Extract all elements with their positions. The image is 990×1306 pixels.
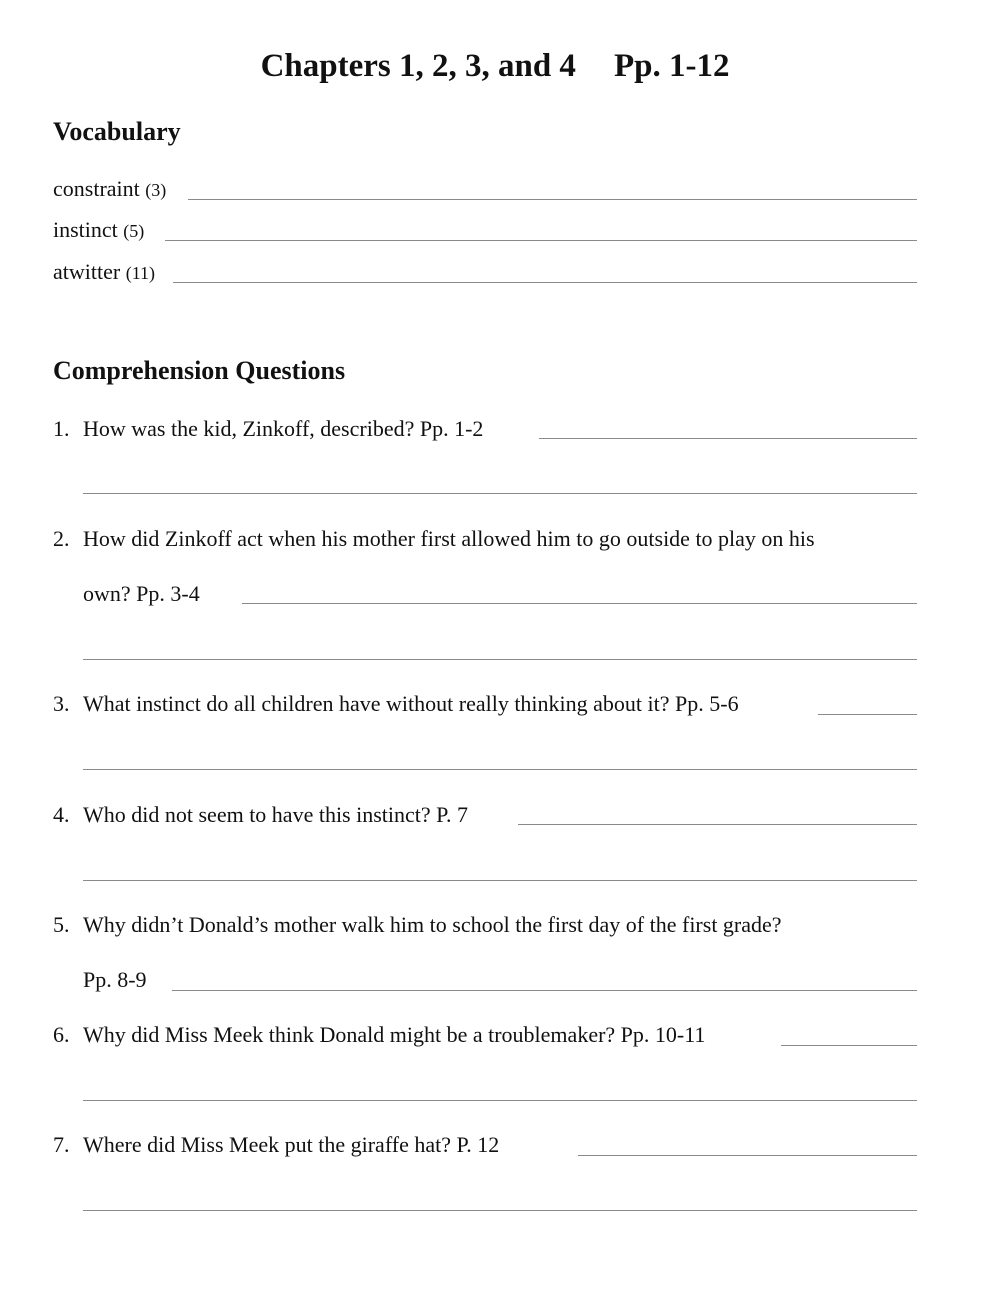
question-number: 5. <box>53 912 70 937</box>
answer-line-4a[interactable] <box>518 824 917 825</box>
question-number: 3. <box>53 691 70 716</box>
vocab-answer-line-constraint[interactable] <box>188 199 917 200</box>
question-2-continuation: own? Pp. 3-4 <box>83 581 200 606</box>
question-text: Why didn’t Donald’s mother walk him to school the first day of the first grade? <box>83 912 782 937</box>
answer-line-1b[interactable] <box>83 493 917 494</box>
vocab-item-constraint <box>53 175 166 204</box>
question-3 <box>53 690 739 718</box>
answer-line-5a[interactable] <box>172 990 917 991</box>
question-number: 1. <box>53 416 70 441</box>
question-text: How was the kid, Zinkoff, described? Pp. 1-2 <box>83 416 484 441</box>
question-number: 2. <box>53 526 70 551</box>
question-7 <box>53 1131 499 1159</box>
title-pages: Pp. 1-12 <box>613 48 730 84</box>
page-title <box>0 44 990 88</box>
answer-line-3b[interactable] <box>83 769 917 770</box>
vocab-word: constraint <box>53 176 140 201</box>
vocab-page: (11) <box>125 263 156 283</box>
vocabulary-heading: Vocabulary <box>53 117 181 146</box>
comprehension-heading: Comprehension Questions <box>53 356 346 385</box>
answer-line-4b[interactable] <box>83 880 917 881</box>
title-chapters: Chapters 1, 2, 3, and 4 <box>260 48 576 84</box>
question-text: What instinct do all children have without really thinking about it? Pp. 5-6 <box>83 691 739 716</box>
question-number: 7. <box>53 1132 70 1157</box>
question-4 <box>53 801 468 829</box>
answer-line-6a[interactable] <box>781 1045 917 1046</box>
vocab-item-instinct <box>53 216 144 245</box>
vocab-item-atwitter <box>53 258 155 287</box>
answer-line-7a[interactable] <box>578 1155 917 1156</box>
answer-line-6b[interactable] <box>83 1100 917 1101</box>
answer-line-2b[interactable] <box>83 659 917 660</box>
vocab-page: (5) <box>123 221 145 241</box>
question-1 <box>53 415 483 443</box>
question-text: Where did Miss Meek put the giraffe hat? P. 12 <box>83 1132 500 1157</box>
vocab-page: (3) <box>145 180 167 200</box>
question-text: Why did Miss Meek think Donald might be a troublemaker? Pp. 10-11 <box>83 1022 706 1047</box>
answer-line-7b[interactable] <box>83 1210 917 1211</box>
question-number: 4. <box>53 802 70 827</box>
vocab-answer-line-instinct[interactable] <box>165 240 917 241</box>
vocab-word: atwitter <box>53 259 121 284</box>
question-5-continuation: Pp. 8-9 <box>83 967 147 992</box>
answer-line-3a[interactable] <box>818 714 917 715</box>
question-2 <box>53 525 815 553</box>
vocab-word: instinct <box>53 217 118 242</box>
question-number: 6. <box>53 1022 70 1047</box>
question-5 <box>53 911 782 939</box>
vocab-answer-line-atwitter[interactable] <box>173 282 917 283</box>
answer-line-1a[interactable] <box>539 438 917 439</box>
answer-line-2a[interactable] <box>242 603 917 604</box>
question-text: Who did not seem to have this instinct? P. 7 <box>83 802 468 827</box>
question-text: How did Zinkoff act when his mother first allowed him to go outside to play on his <box>83 526 815 551</box>
question-6 <box>53 1021 705 1049</box>
